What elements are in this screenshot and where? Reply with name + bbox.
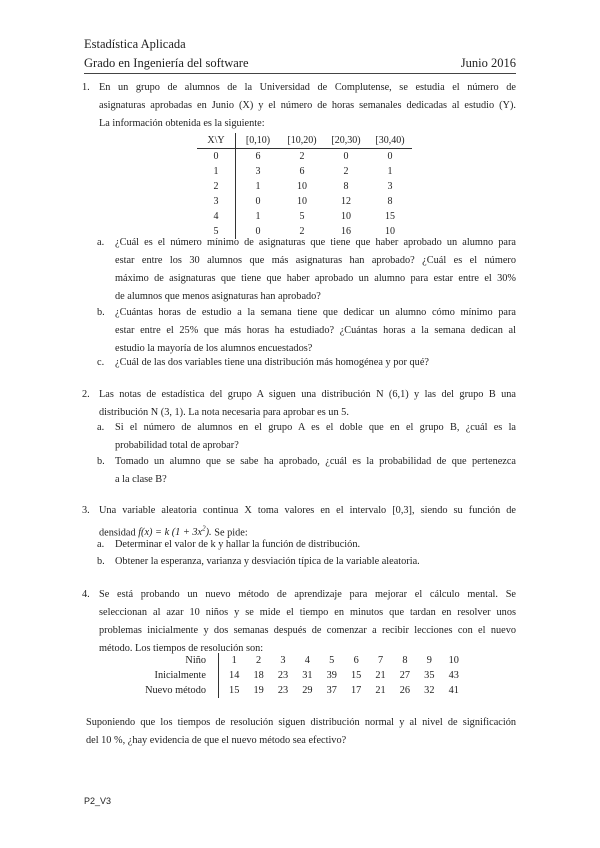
table-header-cell: [30,40) bbox=[368, 133, 412, 149]
q4-number: 4. bbox=[82, 589, 90, 600]
table-cell: 2 bbox=[299, 226, 305, 237]
q1b-line: estar entre el 25% que más horas ha estudiado? ¿Cuántas horas a la semana dedican al bbox=[115, 325, 516, 336]
table-cell: 27 bbox=[399, 670, 411, 681]
table-cell: 9 bbox=[426, 655, 432, 666]
table-cell: 29 bbox=[302, 685, 313, 696]
q1a-line: ¿Cuál es el número mínimo de asignaturas que tiene que haber aprobado un alumno para bbox=[115, 237, 516, 248]
table-row bbox=[197, 209, 412, 224]
row-label: Nuevo método bbox=[116, 683, 219, 698]
table-cell: 0 bbox=[255, 226, 261, 237]
table-cell: 1 bbox=[255, 211, 261, 222]
table-cell: 3 bbox=[387, 181, 393, 192]
footer-code: P2_V3 bbox=[84, 796, 112, 806]
table-cell: 6 bbox=[255, 151, 261, 162]
table-row bbox=[116, 683, 466, 698]
table-cell: 10 bbox=[385, 226, 395, 237]
q1b-text bbox=[115, 304, 516, 358]
table-cell: 15 bbox=[385, 211, 395, 222]
q2-line: distribución N (3, 1). La nota necesaria para aprobar es un 5. bbox=[99, 407, 349, 418]
q2a-text bbox=[115, 419, 516, 455]
table-header-cell: [20,30) bbox=[324, 133, 368, 149]
q2a-line: probabilidad total de aprobar? bbox=[115, 440, 239, 451]
table-cell: 35 bbox=[424, 670, 435, 681]
table-cell: 8 bbox=[387, 196, 393, 207]
table-cell: 10 bbox=[297, 196, 307, 207]
q2b-label: b. bbox=[97, 456, 105, 467]
q3a-text: Determinar el valor de k y hallar la función de distribución. bbox=[115, 539, 361, 550]
q2b-line: Tomado un alumno que se sabe ha aprobado, ¿cuál es la probabilidad de que pertenezca bbox=[115, 456, 516, 467]
q1-contingency-table bbox=[197, 133, 412, 239]
q3b-label: b. bbox=[97, 556, 105, 567]
table-cell: 5 bbox=[299, 211, 305, 222]
q1c-text: ¿Cuál de las dos variables tiene una distribución más homogénea y por qué? bbox=[115, 357, 429, 368]
table-cell: 15 bbox=[229, 685, 240, 696]
table-cell: 3 bbox=[280, 655, 286, 666]
table-cell: 17 bbox=[351, 685, 362, 696]
q4-conclusion bbox=[86, 714, 516, 750]
degree-name: Grado en Ingeniería del software bbox=[84, 56, 249, 70]
row-label: Niño bbox=[116, 653, 219, 668]
table-cell: 10 bbox=[297, 181, 307, 192]
q3a-label: a. bbox=[97, 539, 105, 550]
q1-line: asignaturas aprobadas en Junio (X) y el número de horas semanales dedicadas al estudio (Y). bbox=[99, 100, 516, 111]
q1a-line: máximo de asignaturas que tiene que haber aprobado un alumno para estar entre el 30% bbox=[115, 273, 516, 284]
table-cell: 0 bbox=[387, 151, 393, 162]
table-cell: 14 bbox=[229, 670, 240, 681]
table-row bbox=[197, 149, 412, 165]
table-cell: 2 bbox=[197, 179, 236, 194]
table-cell: 6 bbox=[299, 166, 305, 177]
table-row bbox=[197, 164, 412, 179]
q4-conclusion-line: Suponiendo que los tiempos de resolución siguen distribución normal y al nivel de significación bbox=[86, 717, 516, 728]
q4-line: Se está probando un nuevo método de aprendizaje para mejorar el cálculo mental. Se bbox=[99, 589, 516, 600]
q2-number: 2. bbox=[82, 389, 90, 400]
table-cell: 39 bbox=[326, 670, 337, 681]
table-header-cell: X\Y bbox=[197, 133, 236, 149]
q2-line: Las notas de estadística del grupo A siguen una distribución N (6,1) y las del grupo B una bbox=[99, 389, 516, 400]
table-cell: 41 bbox=[448, 685, 459, 696]
table-cell: 6 bbox=[353, 655, 359, 666]
q1-statement bbox=[99, 79, 516, 133]
table-cell: 12 bbox=[341, 196, 351, 207]
table-header-row bbox=[197, 133, 412, 149]
table-cell: 16 bbox=[341, 226, 351, 237]
table-header-cell: [10,20) bbox=[280, 133, 324, 149]
q3b-text: Obtener la esperanza, varianza y desviación típica de la variable aleatoria. bbox=[115, 556, 420, 567]
table-cell: 3 bbox=[197, 194, 236, 209]
q1b-line: ¿Cuántas horas de estudio a la semana tiene que dedicar un alumno cómo mínimo para bbox=[115, 307, 516, 318]
table-cell: 2 bbox=[299, 151, 305, 162]
table-cell: 32 bbox=[424, 685, 435, 696]
q4-times-table bbox=[116, 653, 466, 698]
formula-part: ). bbox=[205, 527, 212, 539]
row-label: Inicialmente bbox=[116, 668, 219, 683]
q3-number: 3. bbox=[82, 505, 90, 516]
q4-line: problemas inicialmente y dos semanas después de comenzar a recibir lecciones con el nuevo bbox=[99, 625, 516, 636]
table-cell: 2 bbox=[256, 655, 262, 666]
q2a-line: Si el número de alumnos en el grupo A es el doble que en el grupo B, ¿cuál es la bbox=[115, 422, 516, 433]
q2b-text bbox=[115, 453, 516, 489]
q1a-line: de alumnos que menos asignaturas han aprobado? bbox=[115, 291, 321, 302]
q2a-label: a. bbox=[97, 422, 105, 433]
q3-text: densidad bbox=[99, 527, 139, 539]
table-cell: 19 bbox=[253, 685, 264, 696]
table-header-cell: [0,10) bbox=[236, 133, 281, 149]
q3-line: Una variable aleatoria continua X toma valores en el intervalo [0,3], siendo su función de bbox=[99, 505, 516, 516]
table-cell: 37 bbox=[326, 685, 337, 696]
table-cell: 1 bbox=[387, 166, 393, 177]
q1-number: 1. bbox=[82, 82, 90, 93]
course-title: Estadística Aplicada bbox=[84, 37, 186, 51]
q1a-label: a. bbox=[97, 237, 105, 248]
q1b-label: b. bbox=[97, 307, 105, 318]
table-cell: 21 bbox=[375, 685, 386, 696]
table-row bbox=[116, 653, 466, 668]
table-cell: 21 bbox=[375, 670, 386, 681]
header-rule bbox=[84, 73, 516, 74]
table-cell: 5 bbox=[329, 655, 335, 666]
exam-date: Junio 2016 bbox=[460, 56, 516, 70]
table-cell: 7 bbox=[377, 655, 384, 666]
table-cell: 3 bbox=[255, 166, 261, 177]
q4-line: método. Los tiempos de resolución son: bbox=[99, 643, 264, 654]
formula-exponent: 2 bbox=[202, 525, 206, 533]
q4-line: seleccionan al azar 10 niños y se mide el tiempo en minutos que tardan en resolver unos bbox=[99, 607, 516, 618]
q1-line: En un grupo de alumnos de la Universidad de Complutense, se estudia el número de bbox=[99, 82, 516, 93]
table-row bbox=[197, 194, 412, 209]
table-cell: 8 bbox=[402, 655, 408, 666]
q3-text: Se pide: bbox=[211, 527, 248, 539]
table-cell: 1 bbox=[197, 164, 236, 179]
table-cell: 43 bbox=[448, 670, 459, 681]
table-cell: 23 bbox=[277, 670, 289, 681]
formula-part: f(x) = k (1 + 3x bbox=[138, 527, 203, 539]
table-cell: 31 bbox=[302, 670, 313, 681]
q1a-text bbox=[115, 234, 516, 306]
table-cell: 23 bbox=[277, 685, 289, 696]
q4-statement bbox=[99, 586, 516, 658]
table-cell: 1 bbox=[231, 655, 237, 666]
q2b-line: a la clase B? bbox=[115, 474, 167, 485]
table-row bbox=[197, 179, 412, 194]
table-cell: 1 bbox=[255, 181, 261, 192]
table-cell: 10 bbox=[448, 655, 459, 666]
table-cell: 15 bbox=[351, 670, 362, 681]
table-cell: 0 bbox=[197, 149, 236, 165]
q1b-line: estudio la mayoría de los alumnos encuestados? bbox=[115, 343, 313, 354]
q2-statement bbox=[99, 386, 516, 422]
q1a-line: estar entre los 30 alumnos que más asignaturas han aprobado? ¿Cuál es el número bbox=[115, 255, 516, 266]
table-cell: 4 bbox=[304, 655, 310, 666]
table-cell: 2 bbox=[343, 166, 349, 177]
table-cell: 5 bbox=[197, 224, 236, 239]
q1-line: La información obtenida es la siguiente: bbox=[99, 118, 265, 129]
table-cell: 10 bbox=[341, 211, 351, 222]
table-cell: 18 bbox=[253, 670, 264, 681]
table-cell: 0 bbox=[255, 196, 261, 207]
q1c-label: c. bbox=[97, 357, 105, 368]
table-row bbox=[116, 668, 466, 683]
table-cell: 4 bbox=[197, 209, 236, 224]
table-cell: 26 bbox=[399, 685, 411, 696]
table-cell: 0 bbox=[343, 151, 349, 162]
q4-conclusion-line: del 10 %, ¿hay evidencia de que el nuevo método sea efectivo? bbox=[86, 735, 347, 746]
table-cell: 8 bbox=[343, 181, 349, 192]
